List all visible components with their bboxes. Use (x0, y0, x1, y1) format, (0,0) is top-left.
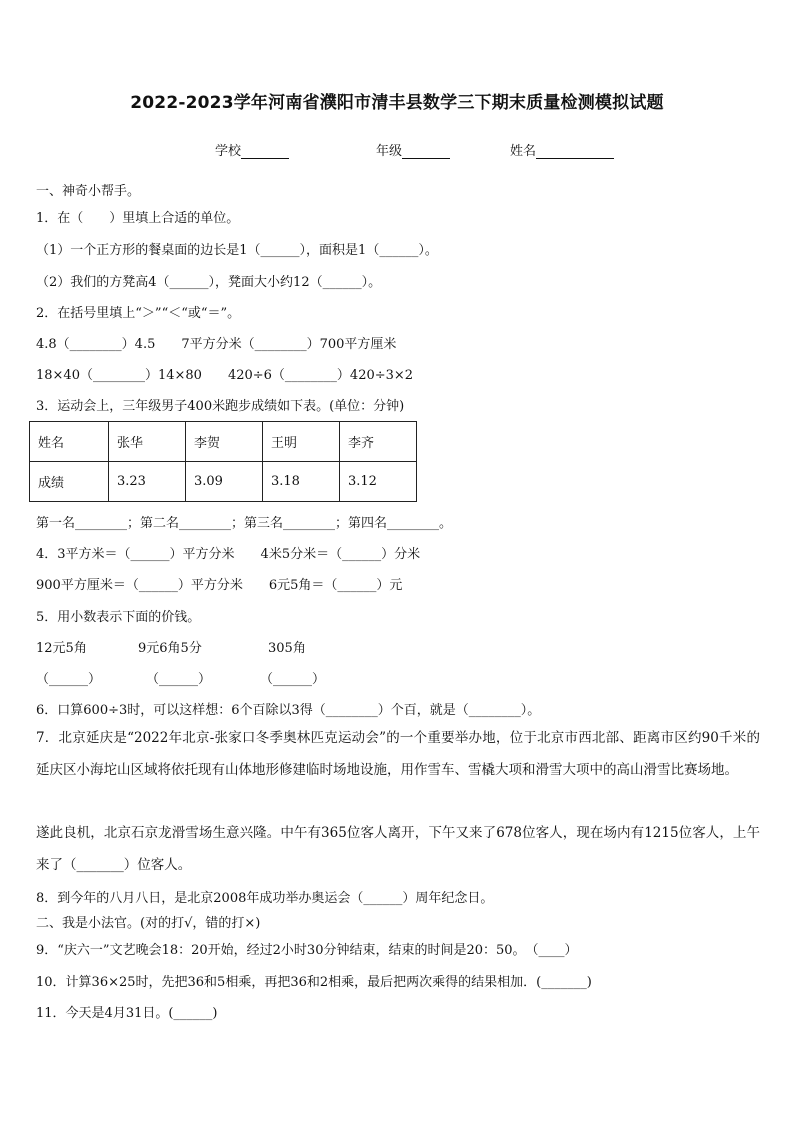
question-2-line-2: 18×40（________）14×80 420÷6（________）420÷3×2 (36, 368, 414, 383)
price-label: 12元5角 (36, 641, 87, 656)
question-2: 2．在括号里填上“＞”“＜“或“＝”。 (36, 306, 241, 321)
question-7-paragraph-1: 7．北京延庆是“2022年北京-张家口冬季奥林匹克运动会”的一个重要举办地，位于北京市西北部、距离市区约90千米的延庆区小海坨山区域将依托现有山体地形修建临时场地设施，用作雪车、雪橇大项和滑雪大项中的高山滑雪比赛场地。 (36, 730, 760, 778)
table-cell: 李齐 (340, 422, 417, 462)
question-1: 1．在（ ）里填上合适的单位。 (36, 211, 240, 226)
table-row (30, 422, 417, 462)
table-row (30, 462, 417, 502)
price-answer-blank: （______） (260, 672, 326, 687)
table-cell: 3.09 (186, 462, 263, 502)
name-blank[interactable] (536, 144, 614, 159)
question-4-line-1: 4．3平方米＝（______）平方分米 4米5分米＝（______）分米 (36, 547, 421, 562)
table-cell: 3.12 (340, 462, 417, 502)
question-10: 10．计算36×25时，先把36和5相乘，再把36和2相乘，最后把两次乘得的结果相加．(_______) (36, 975, 592, 990)
price-answer-blank: （______） (146, 672, 212, 687)
question-8: 8．到今年的八月八日，是北京2008年成功举办奥运会（______）周年纪念日。 (36, 891, 494, 906)
page-title: 2022-2023学年河南省濮阳市清丰县数学三下期末质量检测模拟试题 (130, 93, 664, 113)
question-11: 11．今天是4月31日。(______) (36, 1006, 218, 1021)
question-5: 5．用小数表示下面的价钱。 (36, 610, 201, 625)
section1-heading: 一、神奇小帮手。 (36, 184, 141, 199)
question-3-ranks: 第一名________；第二名________；第三名________；第四名________。 (36, 516, 453, 531)
table-cell: 张华 (109, 422, 186, 462)
section2-heading: 二、我是小法官。(对的打√，错的打×) (36, 916, 261, 931)
question-1-part-2: （2）我们的方凳高4（______），凳面大小约12（______）。 (36, 275, 382, 290)
score-table (29, 421, 417, 502)
name-field (510, 140, 614, 159)
question-9: 9．“庆六一”文艺晚会18：20开始，经过2小时30分钟结束，结束的时间是20：50。 （____） (36, 943, 578, 958)
school-blank[interactable] (241, 144, 289, 159)
table-cell: 成绩 (30, 462, 109, 502)
table-cell: 王明 (263, 422, 340, 462)
question-3: 3．运动会上，三年级男子400米跑步成绩如下表。(单位：分钟) (36, 399, 405, 414)
question-6: 6．口算600÷3时，可以这样想：6个百除以3得（________）个百，就是（________）。 (36, 703, 541, 718)
grade-field (376, 140, 450, 159)
question-7-paragraph-2: 遂此良机，北京石京龙滑雪场生意兴隆。中午有365位客人离开，下午又来了678位客人，现在场内有1215位客人，上午来了（_______）位客人。 (36, 825, 760, 873)
table-cell: 姓名 (30, 422, 109, 462)
school-field (215, 140, 289, 159)
question-1-part-1: （1）一个正方形的餐桌面的边长是1（______），面积是1（______）。 (36, 243, 438, 258)
table-cell: 3.23 (109, 462, 186, 502)
table-cell: 3.18 (263, 462, 340, 502)
table-cell: 李贺 (186, 422, 263, 462)
grade-label: 年级 (376, 144, 403, 159)
question-2-line-1: 4.8（________）4.5 7平方分米（________）700平方厘米 (36, 337, 397, 352)
grade-blank[interactable] (402, 144, 450, 159)
price-answer-blank: （______） (36, 672, 102, 687)
name-label: 姓名 (510, 144, 537, 159)
school-label: 学校 (215, 144, 242, 159)
question-4-line-2: 900平方厘米＝（______）平方分米 6元5角＝（______）元 (36, 578, 403, 593)
price-label: 9元6角5分 (138, 641, 202, 656)
price-label: 305角 (268, 641, 306, 656)
